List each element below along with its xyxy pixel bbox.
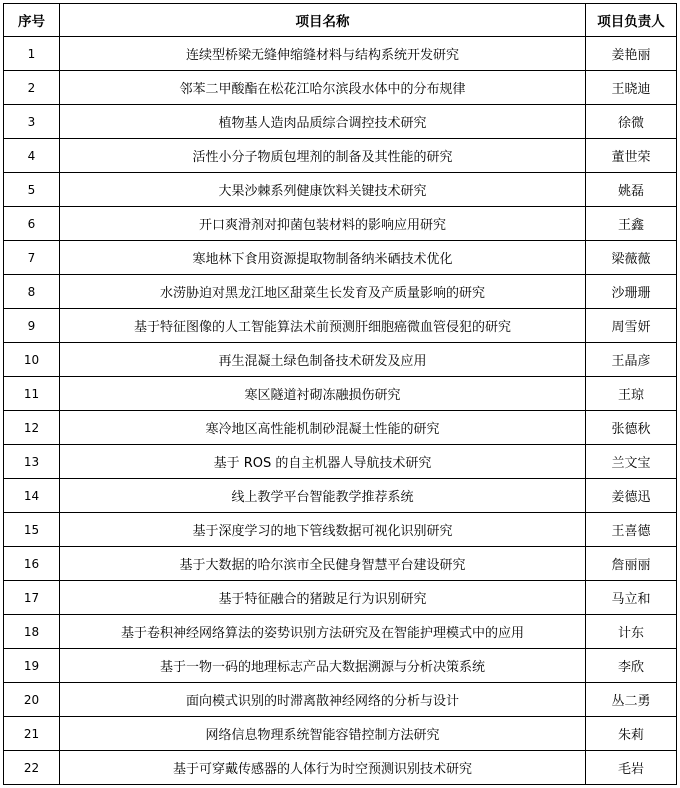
project-name: 基于特征图像的人工智能算法术前预测肝细胞癌微血管侵犯的研究 bbox=[60, 309, 586, 343]
project-name: 基于深度学习的地下管线数据可视化识别研究 bbox=[60, 513, 586, 547]
project-owner: 王喜德 bbox=[586, 513, 677, 547]
row-number: 13 bbox=[4, 445, 60, 479]
project-name: 基于特征融合的猪跛足行为识别研究 bbox=[60, 581, 586, 615]
table-row bbox=[4, 377, 677, 411]
project-owner: 徐微 bbox=[586, 105, 677, 139]
project-owner: 王晓迪 bbox=[586, 71, 677, 105]
header-no: 序号 bbox=[4, 4, 60, 37]
row-number: 21 bbox=[4, 717, 60, 751]
table-row bbox=[4, 717, 677, 751]
table-row bbox=[4, 207, 677, 241]
table-row bbox=[4, 411, 677, 445]
header-row bbox=[4, 4, 677, 37]
project-owner: 董世荣 bbox=[586, 139, 677, 173]
project-name: 寒地林下食用资源提取物制备纳米硒技术优化 bbox=[60, 241, 586, 275]
row-number: 22 bbox=[4, 751, 60, 785]
table-row bbox=[4, 615, 677, 649]
project-name: 基于卷积神经网络算法的姿势识别方法研究及在智能护理模式中的应用 bbox=[60, 615, 586, 649]
table-header bbox=[4, 4, 677, 37]
table-row bbox=[4, 37, 677, 71]
row-number: 20 bbox=[4, 683, 60, 717]
project-name: 基于大数据的哈尔滨市全民健身智慧平台建设研究 bbox=[60, 547, 586, 581]
row-number: 18 bbox=[4, 615, 60, 649]
project-owner: 张德秋 bbox=[586, 411, 677, 445]
row-number: 2 bbox=[4, 71, 60, 105]
table-row bbox=[4, 547, 677, 581]
project-owner: 王鑫 bbox=[586, 207, 677, 241]
project-owner: 李欣 bbox=[586, 649, 677, 683]
row-number: 8 bbox=[4, 275, 60, 309]
table-body bbox=[4, 37, 677, 785]
table-row bbox=[4, 445, 677, 479]
project-owner: 计东 bbox=[586, 615, 677, 649]
table-row bbox=[4, 139, 677, 173]
project-name: 网络信息物理系统智能容错控制方法研究 bbox=[60, 717, 586, 751]
row-number: 5 bbox=[4, 173, 60, 207]
header-project-name: 项目名称 bbox=[60, 4, 586, 37]
table-row bbox=[4, 683, 677, 717]
row-number: 10 bbox=[4, 343, 60, 377]
project-owner: 王琼 bbox=[586, 377, 677, 411]
project-owner: 兰文宝 bbox=[586, 445, 677, 479]
project-owner: 詹丽丽 bbox=[586, 547, 677, 581]
project-name: 开口爽滑剂对抑菌包装材料的影响应用研究 bbox=[60, 207, 586, 241]
row-number: 1 bbox=[4, 37, 60, 71]
row-number: 15 bbox=[4, 513, 60, 547]
project-name: 寒区隧道衬砌冻融损伤研究 bbox=[60, 377, 586, 411]
project-owner: 姜艳丽 bbox=[586, 37, 677, 71]
table-row bbox=[4, 275, 677, 309]
project-owner: 毛岩 bbox=[586, 751, 677, 785]
table-row bbox=[4, 649, 677, 683]
row-number: 7 bbox=[4, 241, 60, 275]
row-number: 9 bbox=[4, 309, 60, 343]
project-name: 再生混凝土绿色制备技术研发及应用 bbox=[60, 343, 586, 377]
project-owner: 梁薇薇 bbox=[586, 241, 677, 275]
table-row bbox=[4, 751, 677, 785]
project-name: 水涝胁迫对黑龙江地区甜菜生长发育及产质量影响的研究 bbox=[60, 275, 586, 309]
project-owner: 姚磊 bbox=[586, 173, 677, 207]
table-row bbox=[4, 309, 677, 343]
project-owner: 姜德迅 bbox=[586, 479, 677, 513]
project-owner: 周雪妍 bbox=[586, 309, 677, 343]
row-number: 12 bbox=[4, 411, 60, 445]
table-row bbox=[4, 343, 677, 377]
project-name: 基于一物一码的地理标志产品大数据溯源与分析决策系统 bbox=[60, 649, 586, 683]
table-row bbox=[4, 581, 677, 615]
table-row bbox=[4, 173, 677, 207]
row-number: 4 bbox=[4, 139, 60, 173]
project-name: 连续型桥梁无缝伸缩缝材料与结构系统开发研究 bbox=[60, 37, 586, 71]
project-owner: 丛二勇 bbox=[586, 683, 677, 717]
project-name: 线上教学平台智能教学推荐系统 bbox=[60, 479, 586, 513]
row-number: 17 bbox=[4, 581, 60, 615]
project-name: 植物基人造肉品质综合调控技术研究 bbox=[60, 105, 586, 139]
table-row bbox=[4, 479, 677, 513]
row-number: 19 bbox=[4, 649, 60, 683]
project-owner: 王晶彦 bbox=[586, 343, 677, 377]
row-number: 16 bbox=[4, 547, 60, 581]
project-owner: 朱莉 bbox=[586, 717, 677, 751]
table-row bbox=[4, 241, 677, 275]
row-number: 14 bbox=[4, 479, 60, 513]
row-number: 6 bbox=[4, 207, 60, 241]
project-name: 基于可穿戴传感器的人体行为时空预测识别技术研究 bbox=[60, 751, 586, 785]
project-name: 邻苯二甲酸酯在松花江哈尔滨段水体中的分布规律 bbox=[60, 71, 586, 105]
project-table bbox=[3, 3, 677, 785]
project-name: 面向模式识别的时滞离散神经网络的分析与设计 bbox=[60, 683, 586, 717]
table-row bbox=[4, 71, 677, 105]
project-name: 基于 ROS 的自主机器人导航技术研究 bbox=[60, 445, 586, 479]
table-row bbox=[4, 105, 677, 139]
project-owner: 马立和 bbox=[586, 581, 677, 615]
row-number: 11 bbox=[4, 377, 60, 411]
project-name: 寒冷地区高性能机制砂混凝土性能的研究 bbox=[60, 411, 586, 445]
project-owner: 沙珊珊 bbox=[586, 275, 677, 309]
table-row bbox=[4, 513, 677, 547]
project-name: 大果沙棘系列健康饮料关键技术研究 bbox=[60, 173, 586, 207]
project-name: 活性小分子物质包埋剂的制备及其性能的研究 bbox=[60, 139, 586, 173]
project-list bbox=[3, 3, 676, 785]
row-number: 3 bbox=[4, 105, 60, 139]
header-project-owner: 项目负责人 bbox=[586, 4, 677, 37]
